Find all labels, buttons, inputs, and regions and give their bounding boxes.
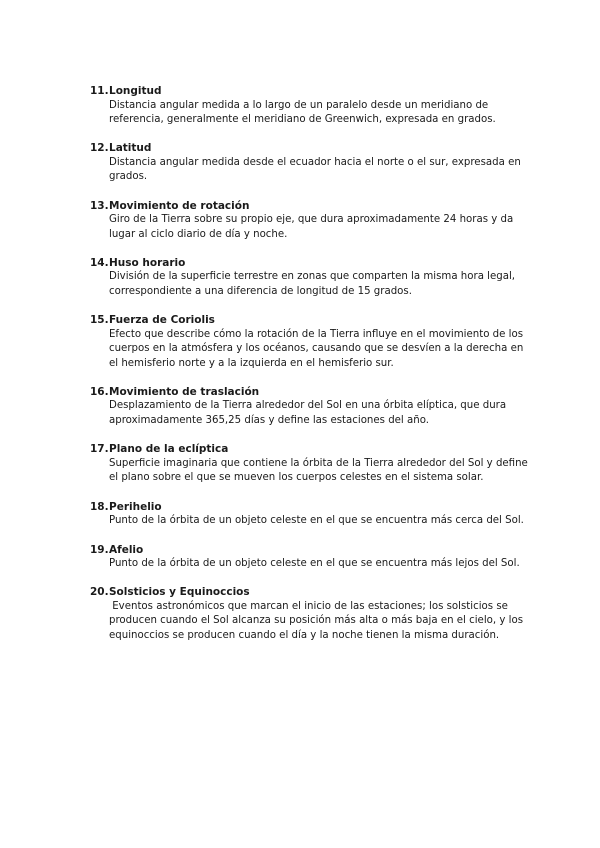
entry-term: Plano de la eclíptica: [109, 443, 229, 456]
entry-term: Huso horario: [109, 256, 186, 269]
entry-term: Solsticios y Equinoccios: [109, 586, 250, 599]
glossary-entry-movimiento-de-traslacion: [90, 385, 530, 428]
entry-definition: Distancia angular medida desde el ecuador hacia el norte o el sur, expresada en grados.: [109, 156, 525, 183]
entry-number: 13.: [90, 199, 109, 212]
glossary-entry-plano-de-la-ecliptica: [90, 442, 530, 485]
glossary-entry-perihelio: [90, 500, 530, 529]
entry-number: 18.: [90, 500, 109, 513]
entry-definition: Superficie imaginaria que contiene la órbita de la Tierra alrededor del Sol y define el plano sobre el que se mueven los cuerpos celestes en el sistema solar.: [109, 457, 532, 484]
entry-definition: Efecto que describe cómo la rotación de la Tierra influye en el movimiento de los cuerpos en la atmósfera y los océanos, causando que se desvíen a la derecha en el hemisferio norte y a la izquierda en el hemisferio sur.: [109, 328, 527, 369]
entry-number: 11.: [90, 85, 109, 97]
glossary-entry-longitud: [90, 84, 530, 127]
glossary-entry-latitud: [90, 141, 530, 184]
glossary-entry-huso-horario: [90, 256, 530, 299]
glossary-entry-afelio: [90, 543, 530, 572]
entry-term: Movimiento de rotación: [109, 199, 250, 212]
entry-definition: Distancia angular medida a lo largo de un paralelo desde un meridiano de referencia, generalmente el meridiano de Greenwich, expresada en grados.: [109, 99, 496, 125]
glossary-entry-solsticios-y-equinoccios: [90, 585, 530, 643]
entry-number: 16.: [90, 385, 109, 398]
glossary-list: [90, 84, 530, 657]
entry-definition: Punto de la órbita de un objeto celeste en el que se encuentra más cerca del Sol.: [109, 515, 524, 527]
entry-number: 19.: [90, 543, 109, 556]
entry-number: 15.: [90, 314, 109, 327]
entry-definition: Punto de la órbita de un objeto celeste en el que se encuentra más lejos del Sol.: [109, 558, 520, 569]
glossary-entry-fuerza-de-coriolis: [90, 313, 530, 371]
entry-definition: Eventos astronómicos que marcan el inicio de las estaciones; los solsticios se producen cuando el Sol alcanza su posición más alta o más baja en el cielo, y los equinoccios se producen cuando el día y la noche tienen la misma duración.: [109, 600, 527, 641]
entry-term: Latitud: [109, 142, 152, 155]
entry-term: Afelio: [109, 543, 144, 556]
entry-number: 12.: [90, 142, 109, 155]
entry-term: Perihelio: [109, 500, 162, 513]
entry-definition: División de la superficie terrestre en zonas que comparten la misma hora legal, correspondiente a una diferencia de longitud de 15 grados.: [109, 271, 519, 297]
entry-definition: Desplazamiento de la Tierra alrededor del Sol en una órbita elíptica, que dura aproximadamente 365,25 días y define las estaciones del año.: [109, 400, 510, 426]
entry-term: Movimiento de traslación: [109, 385, 260, 398]
entry-number: 20.: [90, 586, 109, 599]
entry-number: 14.: [90, 256, 109, 269]
entry-term: Longitud: [109, 85, 162, 97]
glossary-entry-movimiento-de-rotacion: [90, 199, 530, 242]
entry-term: Fuerza de Coriolis: [109, 314, 215, 327]
entry-number: 17.: [90, 443, 109, 456]
entry-definition: Giro de la Tierra sobre su propio eje, que dura aproximadamente 24 horas y da lugar al ciclo diario de día y noche.: [109, 214, 517, 240]
